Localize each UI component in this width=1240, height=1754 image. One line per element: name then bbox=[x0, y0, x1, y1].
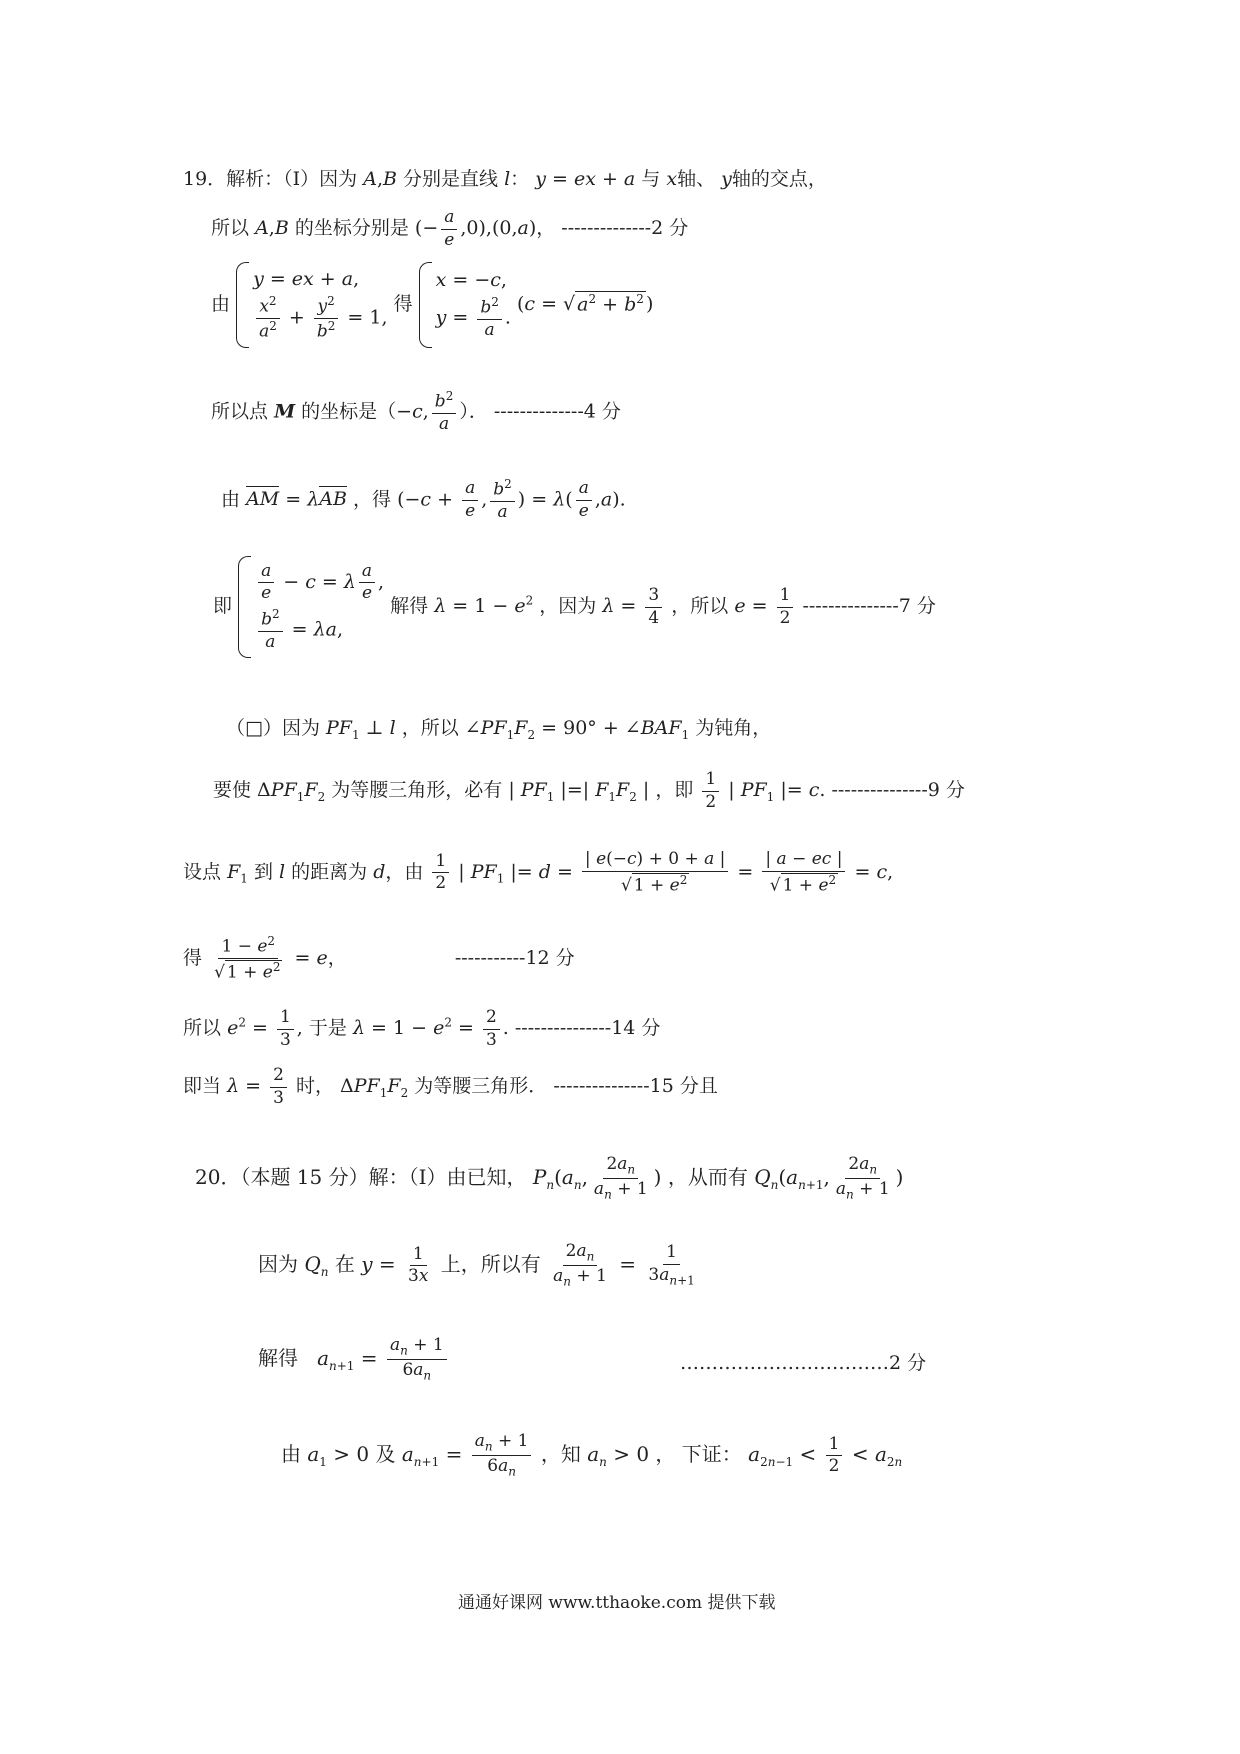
p20-curve-line: 因为 $Q_n$ 在 y = $\frac{1}{3x}$ 上，所以有 $\frac{2a_n}{a_n + 1}$ = $\frac{1}{3a_{n+1}}$ bbox=[258, 1241, 695, 1289]
footer-source: 通通好课网 www.tthaoke.com 提供下载 bbox=[458, 1593, 776, 1613]
p19-isosceles-line: 要使 $\Delta PF_1F_2$ 为等腰三角形，必有 | $PF_1$ |=| $F_1F_2$ | ，即 $\frac{1}{2}$ | $PF_1$ |= c. ---------------9 分 bbox=[213, 769, 965, 812]
p19-result-line: 所以 $e^2$ = $\frac{1}{3}$ , 于是 $\lambda = 1 - e^2$ = $\frac{2}{3}$ . ---------------14 分 bbox=[183, 1007, 661, 1050]
score-7: ---------------7 分 bbox=[802, 595, 936, 617]
p19-conclusion-line: 即当 λ = $\frac{2}{3}$ 时， $\Delta PF_1F_2$ 为等腰三角形． ---------------15 分且 bbox=[183, 1065, 718, 1108]
score-9: ---------------9 分 bbox=[831, 779, 965, 802]
p19-part2-heading: （□）因为 $PF_1$ ⊥ l ，所以 $\angle PF_1F_2 = 90^\circ$ + $\angle BAF_1$ 为钝角， bbox=[226, 717, 772, 742]
p19-coordinates-line: 所以 A,B 的坐标分别是 (− $\frac{a}{e}$ ,0),(0,a)， --------------2 分 bbox=[211, 207, 689, 250]
p20-prove-line: 由 $a_1 > 0$ 及 $a_{n+1}$ = $\frac{a_n + 1}{6a_n}$ ，知 $a_n > 0$ ， 下证： $a_{2n-1}$ < $\frac{1}{2}$ < $a_{2n}$ bbox=[281, 1431, 903, 1479]
score-15: ---------------15 分且 bbox=[553, 1075, 718, 1098]
p19-heading: 19．解析：（Ⅰ）因为 A,B 分别是直线 l： y = ex + a 与 x轴、 y轴的交点， bbox=[183, 168, 827, 190]
score-p20-2: ……………………………2 分 bbox=[680, 1352, 927, 1374]
p19-system-equations: 由 y = ex + a, $\frac{x^2}{a^2}$ + $\frac{y^2}{b^2}$ = 1, 得 x = −c, y = $\frac{b^2}{a}$ . (c = √ $a^2 + b^2$ ) bbox=[211, 262, 653, 348]
score-12: -----------12 分 bbox=[454, 947, 575, 970]
p19-point-M-line: 所以点 M 的坐标是（−c, $\frac{b^2}{a}$ ）． --------------4 分 bbox=[211, 389, 621, 435]
score-2: --------------2 分 bbox=[561, 217, 689, 240]
p20-heading: 20．（本题 15 分）解：（Ⅰ）由已知， $P_n(a_n$, $\frac{2a_n}{a_n + 1}$ ) ，从而有 $Q_n(a_{n+1}$, $\frac{2a_n}{a_n + 1}$ ) bbox=[195, 1154, 904, 1202]
score-4: --------------4 分 bbox=[493, 400, 621, 423]
p19-distance-line: 设点 $F_1$ 到 l 的距离为 d，由 $\frac{1}{2}$ | $PF_1$ |= d = $\frac{| e(-c) + 0 + a |}{√ 1 + e^2}$ = $\frac{| a - ec |}{√ 1 + e^2}$ = c, bbox=[183, 849, 894, 896]
score-14: ---------------14 分 bbox=[514, 1017, 661, 1040]
p19-vector-line: 由 AM = λAB ，得 (−c + $\frac{a}{e}$ , $\frac{b^2}{a}$ ) = λ( $\frac{a}{e}$ ,a). bbox=[221, 477, 626, 523]
p19-lambda-line: 即 $\frac{a}{e}$ − c = λ $\frac{a}{e}$ , $\frac{b^2}{a}$ = λa, 解得 $\lambda = 1 - e^2$ ，因为 λ = $\frac{3}{4}$ ，所以 e = $\frac{1}{2}$ ---------------7 分 bbox=[213, 556, 936, 658]
p20-solve-line: 解得 $a_{n+1}$ = $\frac{a_n + 1}{6a_n}$ bbox=[258, 1336, 450, 1383]
p19-equation-line: 得 $\frac{1 - e^2}{√ 1 + e^2}$ = e， -----------12 分 bbox=[183, 934, 575, 983]
